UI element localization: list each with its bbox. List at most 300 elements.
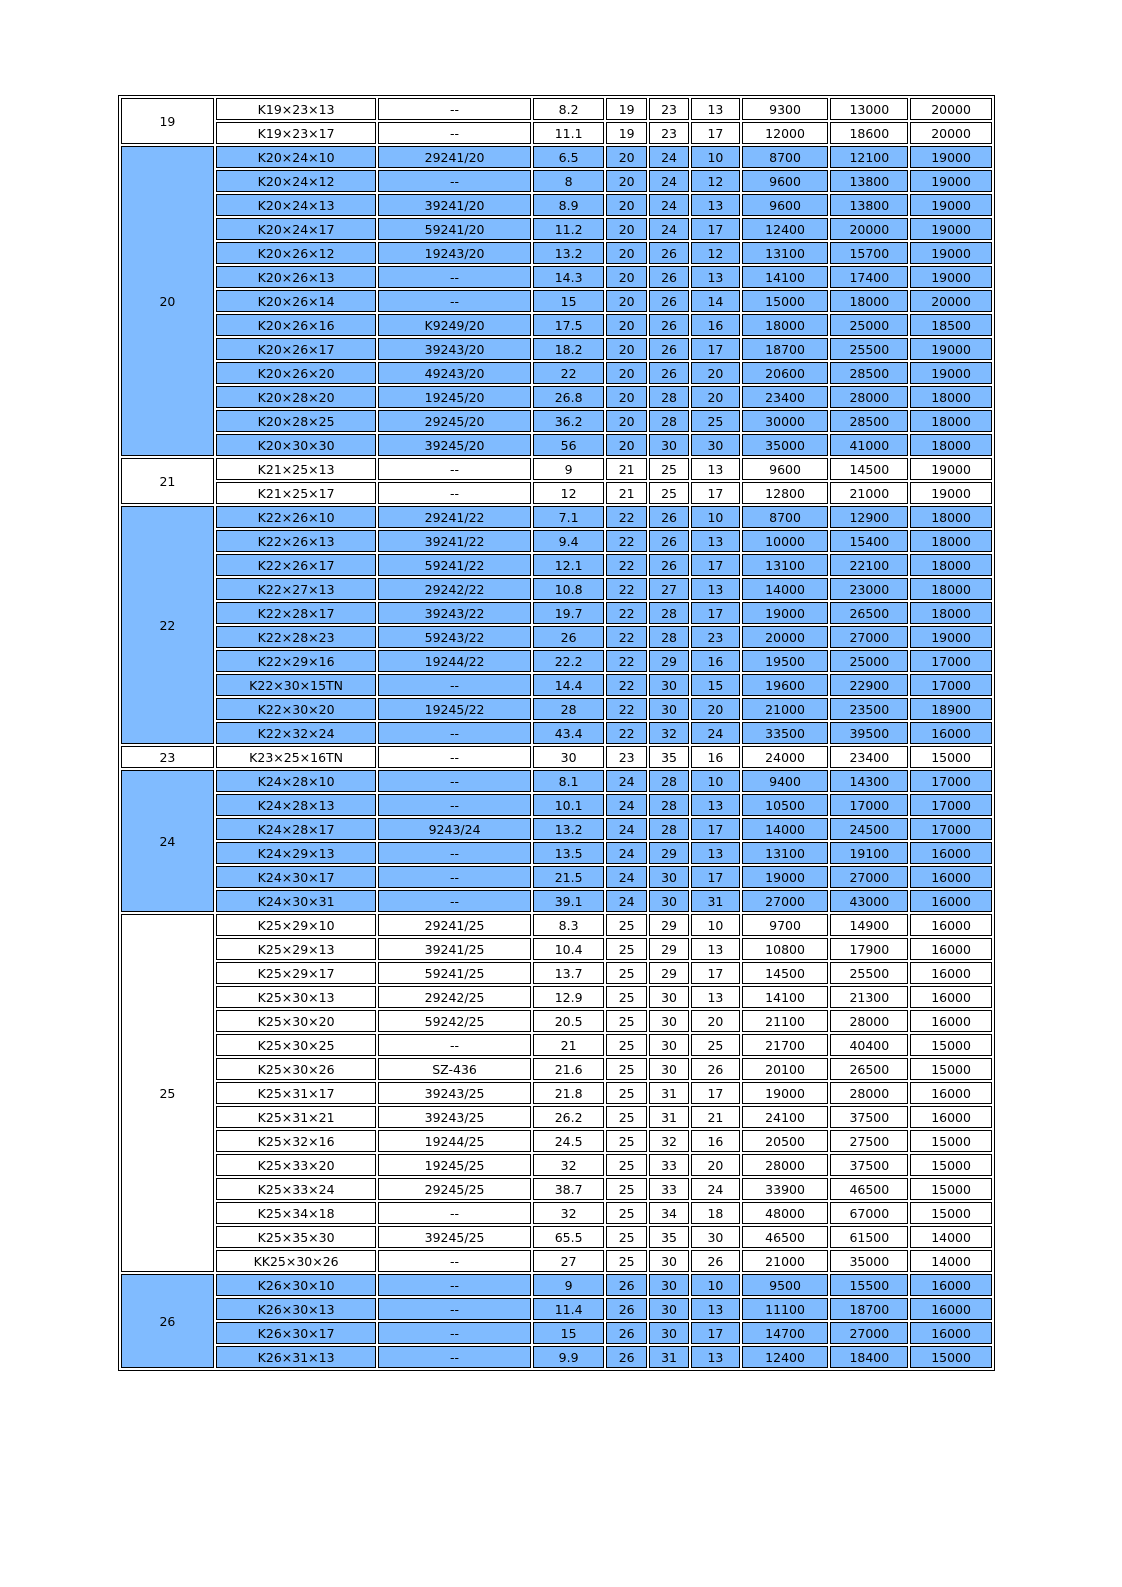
- dyn-load-cell: 8700: [742, 506, 829, 528]
- speed-limit-cell: 16000: [910, 866, 992, 888]
- width-cell: 13: [691, 842, 739, 864]
- table-row: [121, 530, 992, 552]
- dyn-load-cell: 20100: [742, 1058, 829, 1080]
- alt-number-cell: --: [378, 1250, 530, 1272]
- alt-number-cell: 39243/22: [378, 602, 530, 624]
- weight-cell: 13.2: [533, 242, 605, 264]
- speed-limit-cell: 16000: [910, 1322, 992, 1344]
- part-number-cell: K20×30×30: [216, 434, 377, 456]
- weight-cell: 27: [533, 1250, 605, 1272]
- weight-cell: 26.8: [533, 386, 605, 408]
- static-load-cell: 12900: [830, 506, 908, 528]
- static-load-cell: 27500: [830, 1130, 908, 1152]
- outer-dia-cell: 24: [649, 146, 689, 168]
- table-row: [121, 1082, 992, 1104]
- table-row: [121, 890, 992, 912]
- width-cell: 13: [691, 194, 739, 216]
- inner-dia-cell: 25: [606, 1202, 646, 1224]
- static-load-cell: 43000: [830, 890, 908, 912]
- part-number-cell: K25×29×10: [216, 914, 377, 936]
- table-row: [121, 1226, 992, 1248]
- outer-dia-cell: 25: [649, 482, 689, 504]
- table-row: [121, 362, 992, 384]
- inner-dia-cell: 24: [606, 818, 646, 840]
- part-number-cell: K19×23×17: [216, 122, 377, 144]
- static-load-cell: 13000: [830, 98, 908, 120]
- static-load-cell: 18700: [830, 1298, 908, 1320]
- width-cell: 10: [691, 914, 739, 936]
- outer-dia-cell: 30: [649, 674, 689, 696]
- part-number-cell: K25×33×20: [216, 1154, 377, 1176]
- group-size-cell: 22: [121, 506, 214, 744]
- weight-cell: 10.1: [533, 794, 605, 816]
- outer-dia-cell: 28: [649, 770, 689, 792]
- table-row: [121, 1106, 992, 1128]
- inner-dia-cell: 20: [606, 410, 646, 432]
- part-number-cell: K22×30×15TN: [216, 674, 377, 696]
- outer-dia-cell: 24: [649, 170, 689, 192]
- dyn-load-cell: 15000: [742, 290, 829, 312]
- dyn-load-cell: 11100: [742, 1298, 829, 1320]
- speed-limit-cell: 15000: [910, 1034, 992, 1056]
- speed-limit-cell: 16000: [910, 890, 992, 912]
- alt-number-cell: K9249/20: [378, 314, 530, 336]
- speed-limit-cell: 18000: [910, 386, 992, 408]
- width-cell: 31: [691, 890, 739, 912]
- table-row: [121, 866, 992, 888]
- table-row: [121, 1250, 992, 1272]
- weight-cell: 26.2: [533, 1106, 605, 1128]
- outer-dia-cell: 26: [649, 290, 689, 312]
- alt-number-cell: --: [378, 770, 530, 792]
- speed-limit-cell: 20000: [910, 98, 992, 120]
- inner-dia-cell: 26: [606, 1298, 646, 1320]
- part-number-cell: K20×28×25: [216, 410, 377, 432]
- part-number-cell: K20×24×12: [216, 170, 377, 192]
- inner-dia-cell: 20: [606, 218, 646, 240]
- alt-number-cell: --: [378, 170, 530, 192]
- inner-dia-cell: 22: [606, 674, 646, 696]
- static-load-cell: 14500: [830, 458, 908, 480]
- static-load-cell: 22100: [830, 554, 908, 576]
- speed-limit-cell: 15000: [910, 1154, 992, 1176]
- inner-dia-cell: 26: [606, 1322, 646, 1344]
- weight-cell: 13.2: [533, 818, 605, 840]
- width-cell: 17: [691, 482, 739, 504]
- width-cell: 10: [691, 1274, 739, 1296]
- width-cell: 26: [691, 1250, 739, 1272]
- outer-dia-cell: 30: [649, 986, 689, 1008]
- dyn-load-cell: 8700: [742, 146, 829, 168]
- dyn-load-cell: 46500: [742, 1226, 829, 1248]
- weight-cell: 20.5: [533, 1010, 605, 1032]
- alt-number-cell: 39241/25: [378, 938, 530, 960]
- weight-cell: 14.3: [533, 266, 605, 288]
- alt-number-cell: --: [378, 122, 530, 144]
- static-load-cell: 28000: [830, 386, 908, 408]
- weight-cell: 36.2: [533, 410, 605, 432]
- alt-number-cell: 29245/25: [378, 1178, 530, 1200]
- part-number-cell: K20×26×16: [216, 314, 377, 336]
- table-row: [121, 218, 992, 240]
- weight-cell: 21.8: [533, 1082, 605, 1104]
- static-load-cell: 28500: [830, 362, 908, 384]
- inner-dia-cell: 25: [606, 938, 646, 960]
- table-row: [121, 458, 992, 480]
- weight-cell: 10.4: [533, 938, 605, 960]
- static-load-cell: 13800: [830, 170, 908, 192]
- alt-number-cell: --: [378, 722, 530, 744]
- weight-cell: 8.2: [533, 98, 605, 120]
- outer-dia-cell: 32: [649, 722, 689, 744]
- alt-number-cell: --: [378, 842, 530, 864]
- static-load-cell: 23000: [830, 578, 908, 600]
- inner-dia-cell: 20: [606, 386, 646, 408]
- table-row: [121, 938, 992, 960]
- speed-limit-cell: 15000: [910, 746, 992, 768]
- table-row: [121, 554, 992, 576]
- table-row: [121, 794, 992, 816]
- outer-dia-cell: 30: [649, 1058, 689, 1080]
- static-load-cell: 24500: [830, 818, 908, 840]
- weight-cell: 9.9: [533, 1346, 605, 1368]
- static-load-cell: 17400: [830, 266, 908, 288]
- static-load-cell: 20000: [830, 218, 908, 240]
- weight-cell: 8: [533, 170, 605, 192]
- speed-limit-cell: 16000: [910, 1010, 992, 1032]
- width-cell: 17: [691, 818, 739, 840]
- outer-dia-cell: 31: [649, 1346, 689, 1368]
- static-load-cell: 26500: [830, 1058, 908, 1080]
- width-cell: 13: [691, 530, 739, 552]
- width-cell: 30: [691, 1226, 739, 1248]
- dyn-load-cell: 13100: [742, 242, 829, 264]
- part-number-cell: K25×30×26: [216, 1058, 377, 1080]
- table-row: [121, 818, 992, 840]
- inner-dia-cell: 19: [606, 122, 646, 144]
- part-number-cell: K22×27×13: [216, 578, 377, 600]
- alt-number-cell: 39245/20: [378, 434, 530, 456]
- weight-cell: 17.5: [533, 314, 605, 336]
- weight-cell: 13.5: [533, 842, 605, 864]
- weight-cell: 11.1: [533, 122, 605, 144]
- dyn-load-cell: 27000: [742, 890, 829, 912]
- table-row: [121, 1202, 992, 1224]
- outer-dia-cell: 26: [649, 506, 689, 528]
- weight-cell: 21.5: [533, 866, 605, 888]
- weight-cell: 18.2: [533, 338, 605, 360]
- alt-number-cell: --: [378, 266, 530, 288]
- part-number-cell: K22×29×16: [216, 650, 377, 672]
- dyn-load-cell: 14700: [742, 1322, 829, 1344]
- part-number-cell: K24×28×13: [216, 794, 377, 816]
- alt-number-cell: --: [378, 890, 530, 912]
- table-row: [121, 1346, 992, 1368]
- dyn-load-cell: 20500: [742, 1130, 829, 1152]
- part-number-cell: K25×29×17: [216, 962, 377, 984]
- part-number-cell: K25×30×25: [216, 1034, 377, 1056]
- dyn-load-cell: 19000: [742, 1082, 829, 1104]
- inner-dia-cell: 20: [606, 266, 646, 288]
- width-cell: 10: [691, 506, 739, 528]
- part-number-cell: K23×25×16TN: [216, 746, 377, 768]
- width-cell: 24: [691, 1178, 739, 1200]
- dyn-load-cell: 35000: [742, 434, 829, 456]
- width-cell: 17: [691, 218, 739, 240]
- table-row: [121, 842, 992, 864]
- weight-cell: 8.1: [533, 770, 605, 792]
- table-row: [121, 962, 992, 984]
- speed-limit-cell: 19000: [910, 146, 992, 168]
- outer-dia-cell: 30: [649, 866, 689, 888]
- static-load-cell: 18400: [830, 1346, 908, 1368]
- part-number-cell: K20×26×14: [216, 290, 377, 312]
- inner-dia-cell: 25: [606, 962, 646, 984]
- dyn-load-cell: 14500: [742, 962, 829, 984]
- table-row: [121, 410, 992, 432]
- speed-limit-cell: 19000: [910, 338, 992, 360]
- alt-number-cell: 19244/25: [378, 1130, 530, 1152]
- inner-dia-cell: 22: [606, 650, 646, 672]
- static-load-cell: 28500: [830, 410, 908, 432]
- group-size-cell: 26: [121, 1274, 214, 1368]
- speed-limit-cell: 19000: [910, 242, 992, 264]
- static-load-cell: 28000: [830, 1010, 908, 1032]
- speed-limit-cell: 19000: [910, 218, 992, 240]
- alt-number-cell: 29241/25: [378, 914, 530, 936]
- speed-limit-cell: 16000: [910, 986, 992, 1008]
- speed-limit-cell: 20000: [910, 290, 992, 312]
- speed-limit-cell: 18000: [910, 530, 992, 552]
- speed-limit-cell: 18000: [910, 410, 992, 432]
- static-load-cell: 27000: [830, 626, 908, 648]
- table-row: [121, 1298, 992, 1320]
- width-cell: 20: [691, 698, 739, 720]
- inner-dia-cell: 25: [606, 1226, 646, 1248]
- weight-cell: 8.3: [533, 914, 605, 936]
- weight-cell: 14.4: [533, 674, 605, 696]
- static-load-cell: 23500: [830, 698, 908, 720]
- group-size-cell: 25: [121, 914, 214, 1272]
- static-load-cell: 25000: [830, 650, 908, 672]
- dyn-load-cell: 12400: [742, 1346, 829, 1368]
- outer-dia-cell: 31: [649, 1106, 689, 1128]
- part-number-cell: K22×26×13: [216, 530, 377, 552]
- speed-limit-cell: 17000: [910, 650, 992, 672]
- table-row: [121, 578, 992, 600]
- speed-limit-cell: 14000: [910, 1250, 992, 1272]
- table-row: [121, 338, 992, 360]
- width-cell: 30: [691, 434, 739, 456]
- part-number-cell: K24×28×17: [216, 818, 377, 840]
- inner-dia-cell: 22: [606, 554, 646, 576]
- inner-dia-cell: 26: [606, 1346, 646, 1368]
- part-number-cell: K21×25×13: [216, 458, 377, 480]
- dyn-load-cell: 21000: [742, 1250, 829, 1272]
- part-number-cell: K20×26×12: [216, 242, 377, 264]
- weight-cell: 30: [533, 746, 605, 768]
- part-number-cell: K20×28×20: [216, 386, 377, 408]
- inner-dia-cell: 25: [606, 1058, 646, 1080]
- alt-number-cell: 29245/20: [378, 410, 530, 432]
- width-cell: 14: [691, 290, 739, 312]
- inner-dia-cell: 21: [606, 482, 646, 504]
- width-cell: 17: [691, 866, 739, 888]
- inner-dia-cell: 25: [606, 1130, 646, 1152]
- speed-limit-cell: 16000: [910, 1274, 992, 1296]
- part-number-cell: K20×26×20: [216, 362, 377, 384]
- dyn-load-cell: 14100: [742, 986, 829, 1008]
- dyn-load-cell: 21100: [742, 1010, 829, 1032]
- alt-number-cell: 19244/22: [378, 650, 530, 672]
- static-load-cell: 21300: [830, 986, 908, 1008]
- dyn-load-cell: 18000: [742, 314, 829, 336]
- inner-dia-cell: 22: [606, 578, 646, 600]
- dyn-load-cell: 23400: [742, 386, 829, 408]
- alt-number-cell: --: [378, 1034, 530, 1056]
- inner-dia-cell: 24: [606, 842, 646, 864]
- dyn-load-cell: 10000: [742, 530, 829, 552]
- outer-dia-cell: 35: [649, 1226, 689, 1248]
- dyn-load-cell: 9600: [742, 170, 829, 192]
- weight-cell: 32: [533, 1154, 605, 1176]
- part-number-cell: K26×30×13: [216, 1298, 377, 1320]
- inner-dia-cell: 23: [606, 746, 646, 768]
- table-row: [121, 1274, 992, 1296]
- outer-dia-cell: 30: [649, 1298, 689, 1320]
- table-row: [121, 98, 992, 120]
- part-number-cell: K24×30×17: [216, 866, 377, 888]
- weight-cell: 39.1: [533, 890, 605, 912]
- table-row: [121, 482, 992, 504]
- dyn-load-cell: 20000: [742, 626, 829, 648]
- width-cell: 20: [691, 362, 739, 384]
- outer-dia-cell: 26: [649, 266, 689, 288]
- table-row: [121, 1322, 992, 1344]
- group-size-cell: 24: [121, 770, 214, 912]
- table-row: [121, 170, 992, 192]
- dyn-load-cell: 21000: [742, 698, 829, 720]
- table-row: [121, 650, 992, 672]
- inner-dia-cell: 22: [606, 722, 646, 744]
- inner-dia-cell: 26: [606, 1274, 646, 1296]
- alt-number-cell: --: [378, 1298, 530, 1320]
- width-cell: 13: [691, 794, 739, 816]
- part-number-cell: K24×29×13: [216, 842, 377, 864]
- alt-number-cell: --: [378, 1202, 530, 1224]
- outer-dia-cell: 30: [649, 1322, 689, 1344]
- part-number-cell: K20×24×13: [216, 194, 377, 216]
- width-cell: 13: [691, 986, 739, 1008]
- speed-limit-cell: 16000: [910, 1082, 992, 1104]
- inner-dia-cell: 20: [606, 290, 646, 312]
- alt-number-cell: 19245/22: [378, 698, 530, 720]
- static-load-cell: 37500: [830, 1106, 908, 1128]
- alt-number-cell: --: [378, 674, 530, 696]
- outer-dia-cell: 30: [649, 434, 689, 456]
- alt-number-cell: --: [378, 1274, 530, 1296]
- dyn-load-cell: 19500: [742, 650, 829, 672]
- width-cell: 13: [691, 266, 739, 288]
- part-number-cell: K20×24×10: [216, 146, 377, 168]
- width-cell: 13: [691, 1346, 739, 1368]
- speed-limit-cell: 16000: [910, 1106, 992, 1128]
- static-load-cell: 23400: [830, 746, 908, 768]
- inner-dia-cell: 20: [606, 146, 646, 168]
- weight-cell: 9: [533, 458, 605, 480]
- dyn-load-cell: 13100: [742, 554, 829, 576]
- static-load-cell: 27000: [830, 866, 908, 888]
- outer-dia-cell: 29: [649, 650, 689, 672]
- alt-number-cell: 19245/25: [378, 1154, 530, 1176]
- inner-dia-cell: 20: [606, 314, 646, 336]
- speed-limit-cell: 18000: [910, 578, 992, 600]
- speed-limit-cell: 18500: [910, 314, 992, 336]
- speed-limit-cell: 15000: [910, 1130, 992, 1152]
- dyn-load-cell: 10800: [742, 938, 829, 960]
- speed-limit-cell: 17000: [910, 770, 992, 792]
- outer-dia-cell: 26: [649, 338, 689, 360]
- alt-number-cell: 29242/25: [378, 986, 530, 1008]
- alt-number-cell: --: [378, 866, 530, 888]
- table-row: [121, 194, 992, 216]
- table-row: [121, 506, 992, 528]
- static-load-cell: 39500: [830, 722, 908, 744]
- static-load-cell: 26500: [830, 602, 908, 624]
- static-load-cell: 18000: [830, 290, 908, 312]
- static-load-cell: 41000: [830, 434, 908, 456]
- part-number-cell: K26×31×13: [216, 1346, 377, 1368]
- weight-cell: 9: [533, 1274, 605, 1296]
- dyn-load-cell: 9600: [742, 194, 829, 216]
- alt-number-cell: --: [378, 458, 530, 480]
- part-number-cell: K25×33×24: [216, 1178, 377, 1200]
- outer-dia-cell: 30: [649, 1274, 689, 1296]
- alt-number-cell: --: [378, 746, 530, 768]
- table-row: [121, 626, 992, 648]
- outer-dia-cell: 30: [649, 890, 689, 912]
- width-cell: 17: [691, 602, 739, 624]
- group-size-cell: 21: [121, 458, 214, 504]
- part-number-cell: K25×30×20: [216, 1010, 377, 1032]
- width-cell: 12: [691, 170, 739, 192]
- inner-dia-cell: 22: [606, 626, 646, 648]
- weight-cell: 10.8: [533, 578, 605, 600]
- speed-limit-cell: 19000: [910, 458, 992, 480]
- inner-dia-cell: 22: [606, 530, 646, 552]
- inner-dia-cell: 25: [606, 1178, 646, 1200]
- part-number-cell: K20×26×13: [216, 266, 377, 288]
- static-load-cell: 17000: [830, 794, 908, 816]
- speed-limit-cell: 18000: [910, 602, 992, 624]
- outer-dia-cell: 28: [649, 818, 689, 840]
- alt-number-cell: 39245/25: [378, 1226, 530, 1248]
- static-load-cell: 14900: [830, 914, 908, 936]
- alt-number-cell: 39243/25: [378, 1106, 530, 1128]
- outer-dia-cell: 29: [649, 914, 689, 936]
- outer-dia-cell: 29: [649, 962, 689, 984]
- speed-limit-cell: 16000: [910, 914, 992, 936]
- weight-cell: 43.4: [533, 722, 605, 744]
- outer-dia-cell: 26: [649, 314, 689, 336]
- table-row: [121, 674, 992, 696]
- weight-cell: 21: [533, 1034, 605, 1056]
- width-cell: 23: [691, 626, 739, 648]
- alt-number-cell: 19243/20: [378, 242, 530, 264]
- part-number-cell: K26×30×10: [216, 1274, 377, 1296]
- dyn-load-cell: 12800: [742, 482, 829, 504]
- outer-dia-cell: 28: [649, 626, 689, 648]
